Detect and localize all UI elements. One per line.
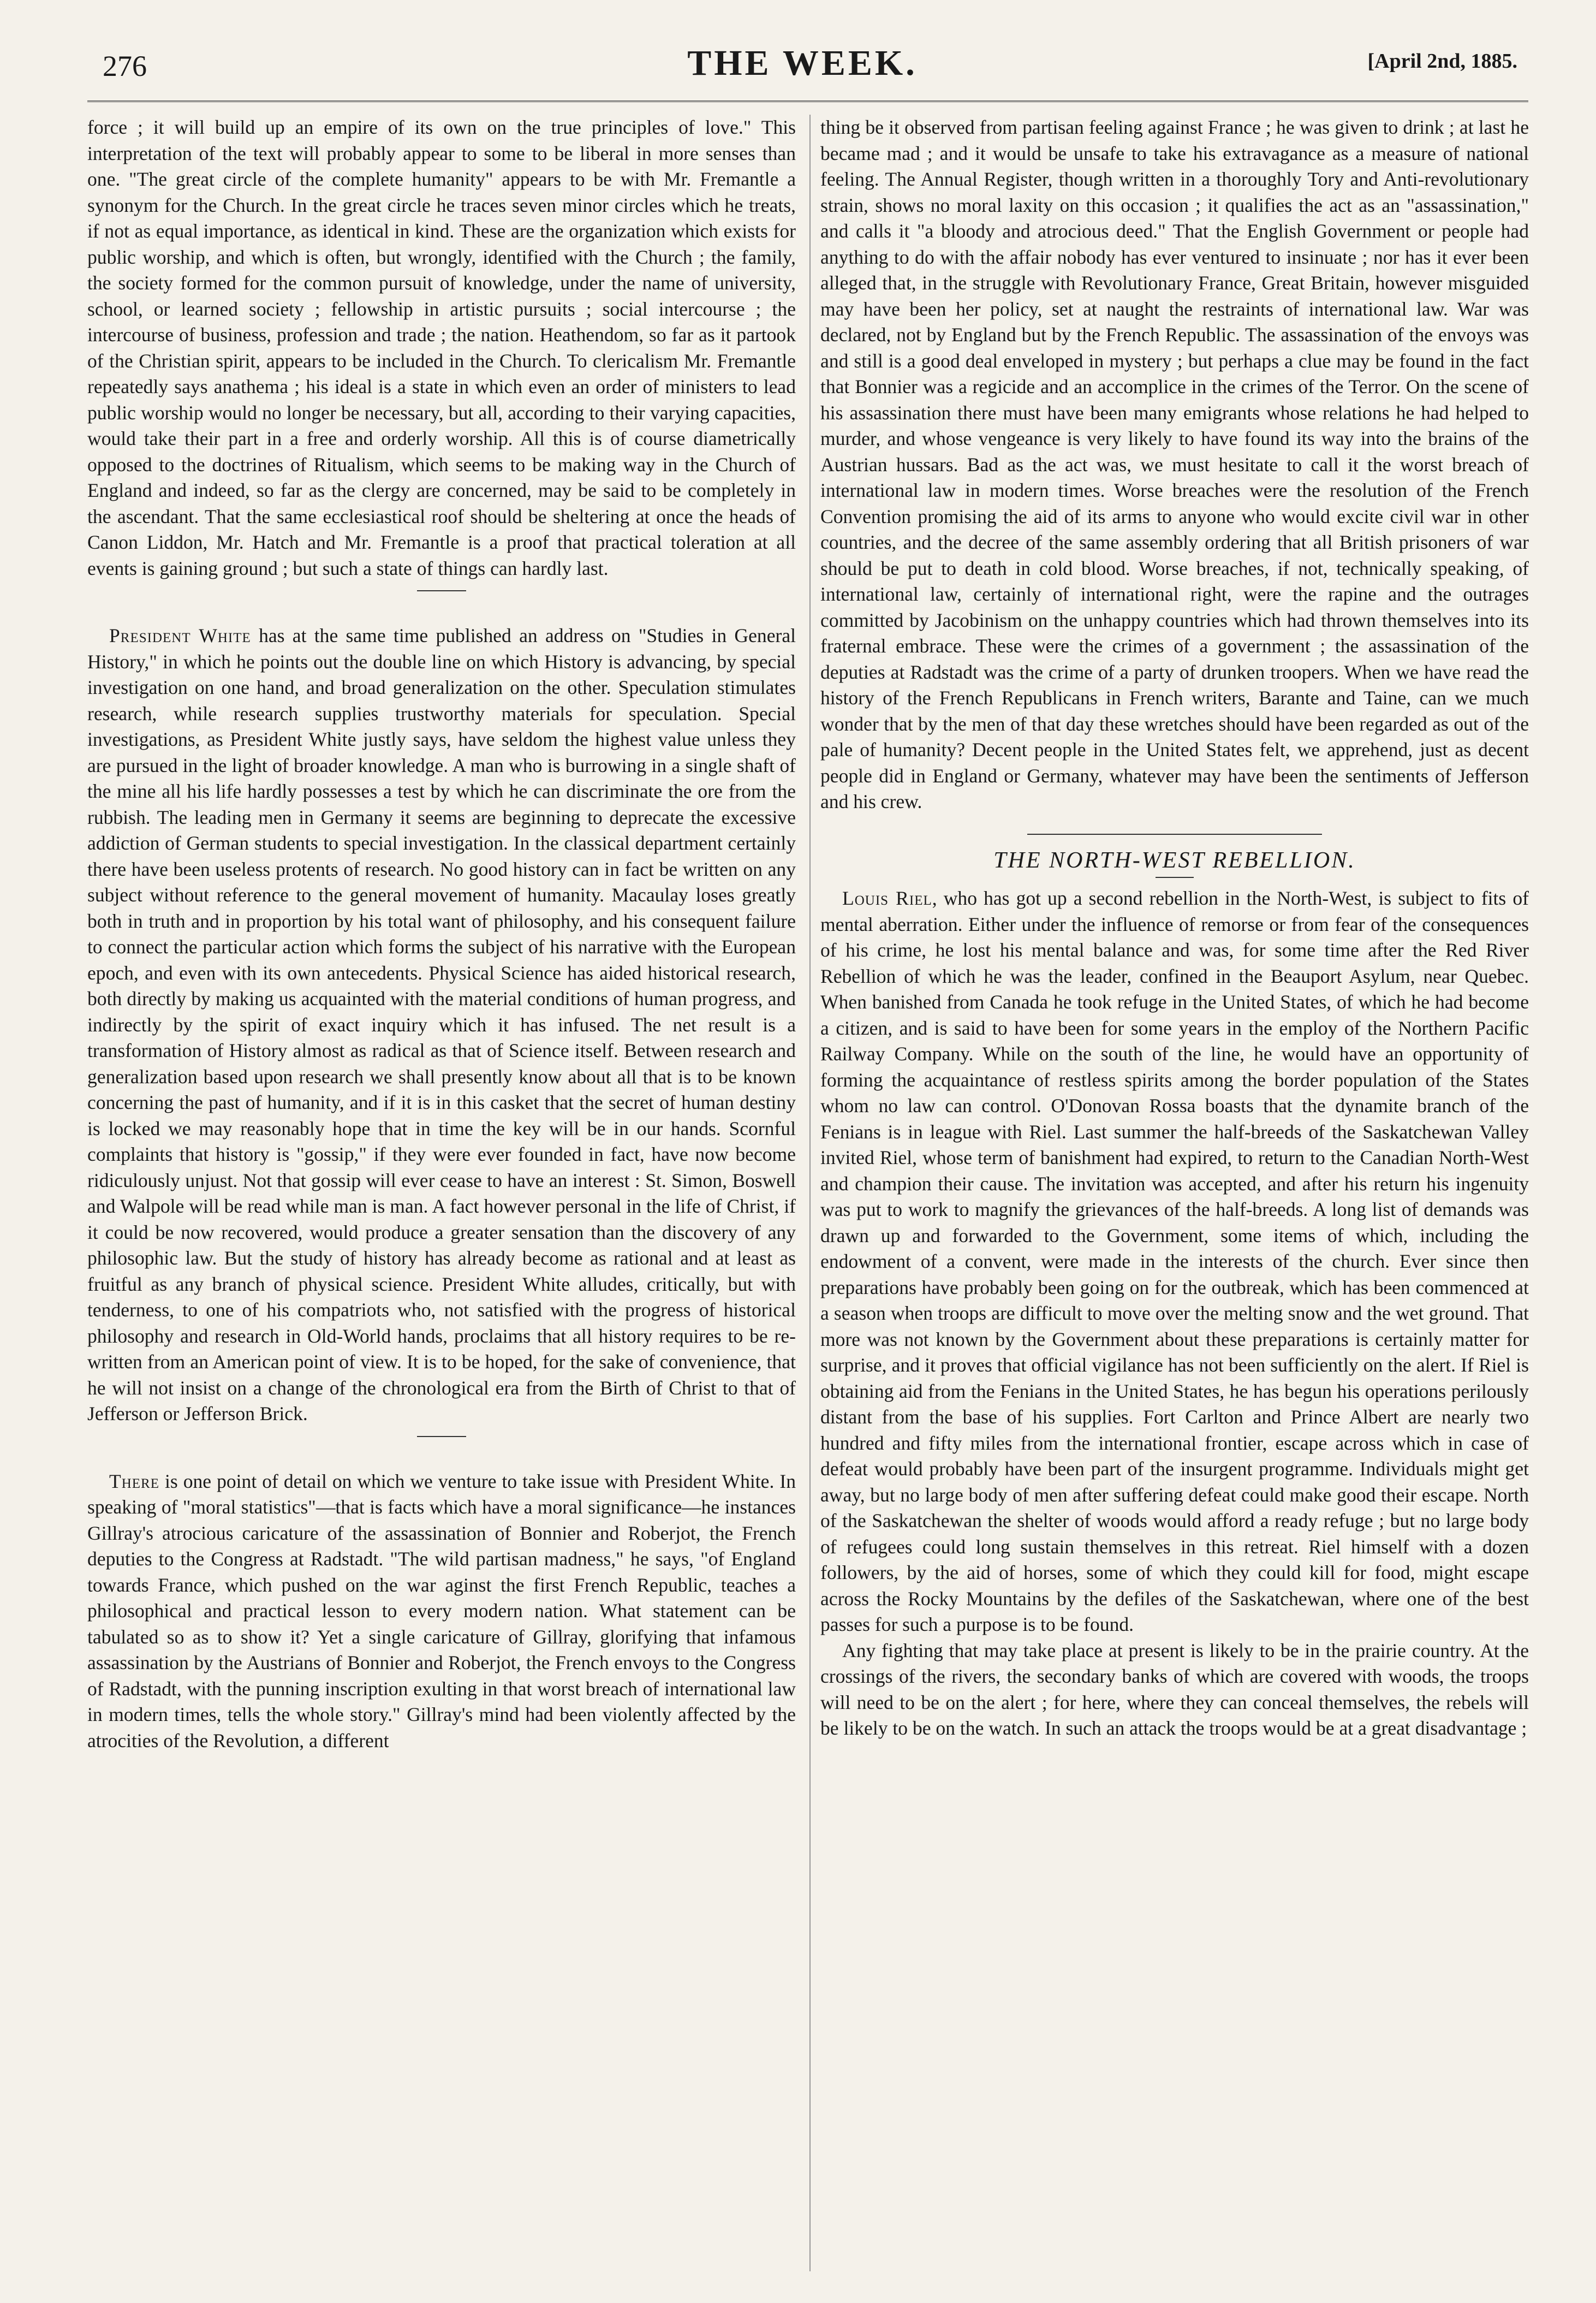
issue-date: [April 2nd, 1885. [1367, 50, 1517, 73]
section-divider [1027, 834, 1322, 835]
page-number: 276 [103, 50, 147, 82]
title-underline [1156, 877, 1194, 878]
paragraph-body: , who has got up a second rebellion in the North-West, is subject to fits of mental aberration. Either under the influence of remorse or from fear of the consequences of his crime, he lost his mental balance and was, for some time after the Red River Rebellion of which he was the leader, confined in the Beauport Asylum, near Quebec. When banished from Canada he took refuge in the United States, of which he had become a citizen, and is said to have been for some years in the employ of the Northern Pacific Railway Company. While on the south of the line, he would have an opportunity of forming the acquaintance of restless spirits among the border population of the States whom no law can control. O'Donovan Rossa boasts that the dynamite branch of the Fenians is in league with Riel. Last summer the half-breeds of the Saskatchewan Valley invited Riel, whose term of banishment had expired, to return to the Canadian North-West and champion their cause. The invitation was accepted, and after his return his ingenuity was put to work to magnify the grievances of the half-breeds. A long list of demands was drawn up and forwarded to the Government, some items of which, including the endowment of a convent, were made in the interests of the church. Ever since then preparations have probably been going on for the outbreak, which has been commenced at a season when troops are difficult to move over the melting snow and the wet ground. That more was not known by the Government about these preparations is certainly matter for surprise, and it proves that official vigilance has not been sufficiently on the alert. If Riel is obtaining aid from the Fenians in the United States, he has begun his operations perilously distant from the base of his supplies. Fort Carlton and Prince Albert are nearly two hundred and fifty miles from the international frontier, escape across which in case of defeat would probably have been part of the insurgent programme. Individuals might get away, but no large body of men after suffering defeat could make good their escape. North of the Saskatchewan the shelter of woods would afford a ready refuge ; but no large body of refugees could long sustain themselves in this retreat. Riel himself with a dozen followers, by the aid of horses, some of which they could kill for food, might escape across the Rocky Mountains by the defiles of the Saskatchewan, where one of the best passes for such a purpose is to be found. [820, 887, 1529, 1635]
masthead-title: THE WEEK. [687, 43, 918, 83]
section-title: THE NORTH-WEST REBELLION. [993, 847, 1356, 873]
paragraph-divider [417, 1436, 466, 1437]
page-header [87, 43, 1517, 86]
right-column [820, 115, 1529, 1742]
lead-words: President White [109, 625, 251, 646]
left-column [87, 115, 796, 1754]
paragraph-gillray [87, 1469, 796, 1754]
lead-words: Louis Riel [842, 887, 932, 909]
header-rule [87, 100, 1528, 102]
paragraph-riel [820, 886, 1529, 1638]
paragraph-fremantle: force ; it will build up an empire of its own on the true principles of love." This interpretation of the text will probably appear to some to be liberal in more senses than one. "The great circle of the complete humanity" appears to be with Mr. Fremantle a synonym for the Church. In the great circle he traces seven minor circles which he treats, if not as equal importance, as identical in kind. These are the organization which exists for public worship, and which is often, but wrongly, identified with the Church ; the family, the society formed for the common pursuit of knowledge, under the name of university, school, or learned society ; fellowship in artistic pursuits ; social intercourse ; the intercourse of business, profession and trade ; the nation. Heathendom, so far as it partook of the Christian spirit, appears to be included in the Church. To clericalism Mr. Fremantle repeatedly says anathema ; his ideal is a state in which even an order of ministers to lead public worship would no longer be necessary, but all, according to their varying capacities, would take their part in a free and orderly worship. All this is of course diametrically opposed to the doctrines of Ritualism, which seems to be making way in the Church of England and indeed, so far as the clergy are concerned, may be said to be completely in the ascendant. That the same ecclesiastical roof should be sheltering at once the heads of Canon Liddon, Mr. Hatch and Mr. Fremantle is a proof that practical toleration at all events is gaining ground ; but such a state of things can hardly last. [87, 116, 796, 579]
paragraph-gillray-continued: thing be it observed from partisan feeling against France ; he was given to drink ; at last he became mad ; and it would be unsafe to take his extravagance as a measure of national feeling. The Annual Register, though written in a thoroughly Tory and Anti-revolutionary strain, shows no moral laxity on this occasion ; it qualifies the act as an "assassination," and calls it "a bloody and atrocious deed." That the English Government or people had anything to do with the affair nobody has ever ventured to insinuate ; nor has it ever been alleged that, in the struggle with Revolutionary France, Great Britain, however misguided may have been her policy, set at naught the restraints of international law. War was declared, not by England but by the French Republic. The assassination of the envoys was and still is a good deal enveloped in mystery ; but perhaps a clue may be found in the fact that Bonnier was a regicide and an accomplice in the crimes of the Terror. On the scene of his assassination there must have been many emigrants whose relations he had helped to murder, and whose vengeance is very likely to have found its way into the brains of the Austrian hussars. Bad as the act was, we must hesitate to call it the worst breach of international law in modern times. Worse breaches were the resolution of the French Convention promising the aid of its arms to anyone who would excite civil war in other countries, and the decree of the same assembly ordering that all British prisoners of war should be put to death in cold blood. Worse breaches, if not, technically speaking, of international law, certainly of international right, were the rapine and the outrages committed by Jacobinism on the unhappy countries which had thrown themselves into its fraternal embrace. These were the crimes of a government ; the assassination of the deputies at Radstadt was the crime of a party of drunken troopers. When we have read the history of the French Republicans in French writers, Barante and Taine, can we much wonder that by the men of that day these wretches should have been regarded as out of the pale of humanity? Decent people in the United States felt, we apprehend, just as decent people did in England or Germany, whatever may have been the sentiments of Jefferson and his crew. [820, 116, 1529, 812]
paragraph-divider [417, 590, 466, 591]
paragraph-prairie: Any fighting that may take place at present is likely to be in the prairie country. At the crossings of the rivers, the secondary banks of which are covered with woods, the troops will need to be on the alert ; for here, where they can conceal themselves, the rebels will be likely to be on the watch. In such an attack the troops would be at a great disadvantage ; [820, 1639, 1529, 1739]
paragraph-body: has at the same time published an address on "Studies in General History," in which he points out the double line on which History is advancing, by special investigation on one hand, and broad generalization on the other. Speculation stimulates research, while research supplies trustworthy materials for speculation. Special investigations, as President White justly says, have seldom the highest value unless they are pursued in the light of broader knowledge. A man who is burrowing in a single shaft of the mine all his life hardly possesses a test by which he can discriminate the ore from the rubbish. The leading men in Germany it seems are beginning to deprecate the excessive addiction of German students to special investigation. In the classical department certainly there have been useless protents of research. No good history can in fact be written on any subject without reference to the general movement of humanity. Macaulay loses greatly both in truth and in proportion by his total want of philosophy, and his consequent failure to connect the particular action which forms the subject of his narrative with the European epoch, and even with its own antecedents. Physical Science has aided historical research, both directly by making us acquainted with the material conditions of human progress, and indirectly by the spirit of exact inquiry which it has infused. The net result is a transformation of History almost as radical as that of Science itself. Between research and generalization based upon research we shall presently know about all that is to be known concerning the past of humanity, and if it is in this casket that the secret of human destiny is locked we may reasonably hope that in time the key will be in our hands. Scornful complaints that history is "gossip," if they were ever founded in fact, have now become ridiculously unjust. Not that gossip will ever cease to have an interest : St. Simon, Boswell and Walpole will be read while man is man. A fact however personal in the life of Christ, if it could be now recovered, would produce a greater sensation than the discovery of any philosophic law. But the study of history has already become as rational and at least as fruitful as any branch of physical science. President White alludes, critically, but with tenderness, to one of his compatriots who, not satisfied with the progress of historical philosophy and research in Old-World hands, proclaims that all history requires to be re-written from an American point of view. It is to be hoped, for the sake of convenience, that he will not insist on a change of the chronological era from the Birth of Christ to that of Jefferson or Jefferson Brick. [87, 625, 796, 1424]
column-rule [809, 115, 811, 2271]
lead-words: There [109, 1470, 160, 1492]
paragraph-president-white [87, 623, 796, 1427]
paragraph-body: is one point of detail on which we venture to take issue with President White. In speaking of "moral statistics"—that is facts which have a moral significance—he instances Gillray's atrocious caricature of the assassination of Bonnier and Roberjot, the French deputies to the Congress at Radstadt. "The wild partisan madness," he says, "of England towards France, which pushed on the war aginst the first French Republic, teaches a philosophical and practical lesson to every modern nation. What statement can be tabulated so as to show it? Yet a single caricature of Gillray, glorifying that infamous assassination by the Austrians of Bonnier and Roberjot, the French envoys to the Congress of Radstadt, with the punning inscription exulting in that worst breach of international law in modern times, tells the whole story." Gillray's mind had been violently affected by the atrocities of the Revolution, a different [87, 1470, 796, 1752]
